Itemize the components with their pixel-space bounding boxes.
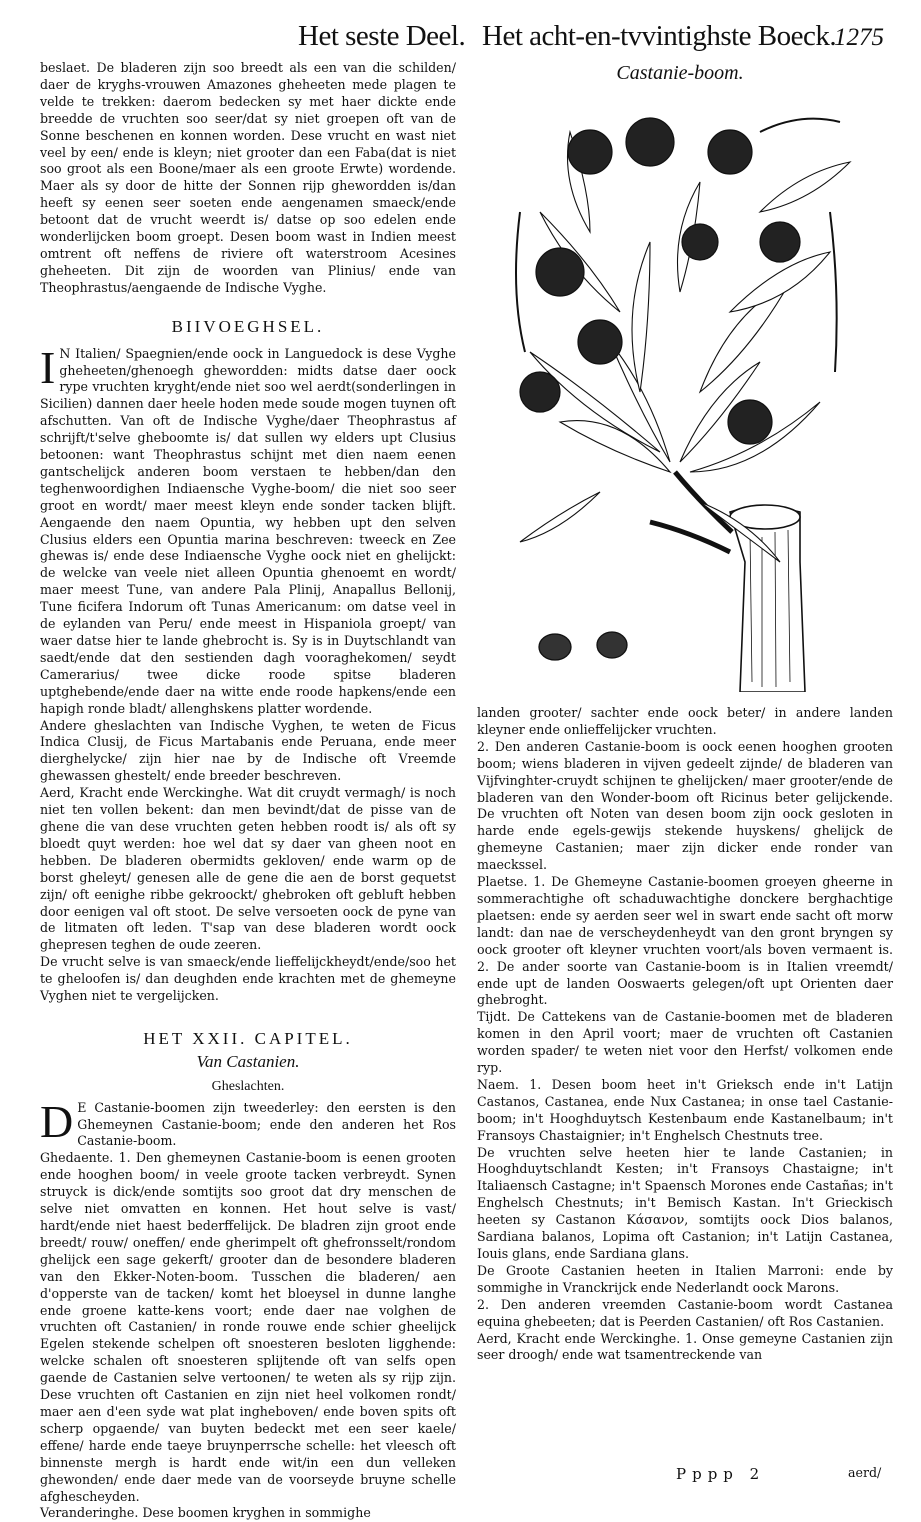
drop-cap-d: D <box>40 1095 74 1147</box>
bijvoeghsel-paragraph <box>40 341 456 718</box>
other-kinds-paragraph: Andere gheslachten van Indische Vyghen, te weten de Ficus Indica Clusij, de Ficus Martabanis ende Peruana, ende meer dierghelycke/ zijn hier nae by de Indische oft Vreemde ghewassen ghestelt/ ende breeder beschreven. <box>40 717 456 784</box>
running-header <box>0 14 921 58</box>
loose-chestnuts <box>539 632 627 660</box>
ros-paragraph: 2. Den anderen vreemden Castanie-boom wordt Castanea equina ghebeeten; dat is Peerden Castanien/ oft Ros Castanien. <box>477 1296 893 1329</box>
drop-cap-i: I <box>40 341 56 393</box>
tijdt-paragraph: Tijdt. De Cattekens van de Castanie-boomen met de bladeren komen in den April voort; maer de vruchten oft Castanien worden spader/ te weten niet voor den Herfst/ volkomen ende ryp. <box>477 1009 893 1076</box>
bijvoeghsel-heading: BIIVOEGHSEL. <box>171 316 325 336</box>
tree-trunk <box>650 472 805 692</box>
right-column <box>477 705 893 1364</box>
geslachten-paragraph <box>40 1095 456 1151</box>
bijvoeghsel-text: N Italien/ Spaegnien/ende oock in Languedock is dese Vyghe gheheeten/ghenoegh ghewordden: midts datse daer oock rype vruchten kryght/ende niet soo wel aerdt(sonderlingen in Sicilien) dannen daer heele hoden mede soude mogen tuynen oft afschutten. Van oft de Indische Vyghe/daer Theophrastus af schrijft/t'selve gheboomte is/ dat sullen wy elders upt Clusius betoonen: want Theophrastus schijnt met dien naem eenen gantschelijck anderen boom verstaen te hebben/dan den teghenwoordighen Indiaensche Vyghe-boom/ die niet soo seer groot en wordt/ maer meest kleyn ende sonder tacken blijft. Aengaende den naem Opuntia, wy hebben upt den selven Clusius elders een Opuntia marina beschreven: tweeck en Zee ghewas is/ ende dese Indiaensche Vyghe oock niet en ghelijckt: de welcke van veele niet alleen Opuntia ghenoemt en wordt/ maer meest Tune, van andere Pala Plinij, Anapallus Bellonij, Tune ficifera Indorum oft Tunas Americanum: om datse veel in de eylanden van Peru/ ende meest in Hispaniola groept/ van waer datse hier te lande ghebrocht is. Sy is in Duytschlandt van saedt/ende dat den sestienden dagh vooraghekomen/ seydt Camerarius/ twee dicke roode spitse bladeren uptghebende/ende daer na witte ende roode hapkens/ende een hapigh ronde bladt/ allenghskens platter wordende. <box>40 345 456 716</box>
catchword: aerd/ <box>848 1465 882 1480</box>
groote-paragraph: De Groote Castanien heeten in Italien Marroni: ende by sommighe in Vranckrijck ende Nederlandt oock Marons. <box>477 1262 893 1295</box>
part-title: Het seste Deel. <box>298 20 466 52</box>
fruit-names-paragraph: De vruchten selve heeten hier te lande Castanien; in Hooghduytschlandt Kesten; in't Fransoys Chastaigne; in't Italiaensch Castagne; in't Spaensch Morones ende Castañas; in't Enghelsch Chestnuts; in't Bemisch Kastan. In't Grieckisch heeten sy Castanon Κάσανον, somtijts oock Dios balanos, Sardiana balanos, Lopima oft Castanion; in't Latijn Castanea, Iouis glans, ende Sardiana glans. <box>477 1144 893 1261</box>
chestnut-tree-woodcut <box>500 92 880 692</box>
ghedaente-paragraph: Ghedaente. 1. Den ghemeynen Castanie-boom is eenen grooten ende hooghen boom/ in veele groote tacken verbreydt. Synen struyck is dick/ende somtijts soo groot dat dry menschen de selve niet omvatten en konnen. Het hout selve is vast/ hardt/ende niet haest bederffelijck. De bladren zijn groot ende breedt/ rouw/ oneffen/ ende gherimpelt oft ghefronsselt/rondom ghelijck een sage gekerft/ grooter dan de besondere bladeren van den Ekker-Noten-boom. Tusschen die bladeren/ aen d'opperste van de tacken/ komt het bloeysel in dunne langhe ende groene katte-kens voort; ende daer nae volghen de vruchten oft Castanien/ in ronde rouwe ende schier gheelijck Egelen stekende schelpen oft snoesteren besloten ligghende: welcke schalen oft snoesteren splijtende oft van selfs open gaende de Castanien selve vertoonen/ te weten als sy rijp zijn. Dese vruchten oft Castanien en zijn niet heel volkomen rondt/ maer aen d'een syde wat plat ingheboven/ ende boven spits oft scherp opgaende/ van buyten bedeckt met een seer kaele/ effene/ harde ende taeye bruynperrsche schelle: het vleesch oft binnenste mergh is hardt ende wit/in een dun velleken ghewonden/ ende daer mede van de voorseyde bruyne schelle afghescheyden. <box>40 1150 456 1504</box>
aerd-paragraph: Aerd, Kracht ende Werckinghe. 1. Onse gemeyne Castanien zijn seer droogh/ ende wat tsamentreckende van <box>477 1330 893 1363</box>
left-column <box>40 60 456 1522</box>
second-tree-paragraph: 2. Den anderen Castanie-boom is oock eenen hooghen grooten boom; wiens bladeren in vijven gedeelt zijnde/ de bladeren van Vijfvinghter-cruydt schijnen te ghelijcken/ maer grooter/ende de bladeren van den Wonder-boom oft Ricinus beter gelijckende. De vruchten oft Noten van desen boom zijn oock gesloten in harde ende egels-gewijs stekende huyskens/ ghelijck de ghemeyne Castanien; maer zijn dicker ende ronder van maeckssel. <box>477 738 893 873</box>
chapter-title: Van Castanien. <box>196 1051 300 1071</box>
figure-title: Castanie-boom. <box>616 62 744 84</box>
continuation-paragraph: landen grooter/ sachter ende oock beter/ in andere landen kleyner ende onlieffelijcker vruchten. <box>477 705 893 737</box>
spiny-chestnut-husks <box>520 118 800 444</box>
leaves <box>520 132 850 562</box>
naem-paragraph: Naem. 1. Desen boom heet in't Grieksch ende in't Latijn Castanos, Castanea, ende Nux Castanea; in onse tael Castanie-boom; in't Hooghduytsch Kestenbaum ende Kastanelbaum; in't Fransoys Chastaignier; in't Enghelsch Chestnuts tree. <box>477 1076 893 1143</box>
chapter-heading: HET XXII. CAPITEL. <box>143 1028 353 1048</box>
aerd-kracht-paragraph: Aerd, Kracht ende Werckinghe. Wat dit cruydt vermagh/ is noch niet ten vollen bekent: dan men bevindt/dat de pisse van de ghene die van dese vruchten geten hebben roodt is/ als oft sy bloedt quyt werden: hoe wel dat sy daer van gheen noot en hebben. De bladeren obermidts gekloven/ ende warm op de borst gheleyt/ genesen alle de gene die aen de borst gequetst zijn/ oft eenighe ribbe gekroockt/ ghebroken oft gebluft hebben door eenigen val oft stoot. De selve versoeten oock de pyne van de litmaten oft leden. T'sap van dese bladeren wordt oock ghepresen teghen de oude zeeren. <box>40 785 456 953</box>
book-title: Het acht-en-tvvintighste Boeck. <box>482 20 837 52</box>
plaetse-paragraph: Plaetse. 1. De Ghemeyne Castanie-boomen groeyen gheerne in sommerachtighe oft schaduwachtighe donckere berghachtige plaetsen: ende sy aerden seer wel in swart ende sacht oft morw landt: dan nae de verscheydenheydt van den gront bryngen sy oock grooter oft kleyner vruchten voort/als boven vermaent is. 2. De ander soorte van Castanie-boom is in Italien vreemdt/ ende upt de landen Ooswaerts gelegen/oft upt Orienten daer ghebroght. <box>477 874 893 1008</box>
vrucht-smaeck-paragraph: De vrucht selve is van smaeck/ende lieffelijckheydt/ende/soo het te gheloofen is/ dan deughden ende krachten met de ghemeyne Vyghen niet te vergelijcken. <box>40 954 456 1004</box>
geslachten-text: E Castanie-boomen zijn tweederley: den eersten is den Ghemeynen Castanie-boom; ende den anderen het Ros Castanie-boom. <box>77 1099 456 1149</box>
geslachten-heading: Gheslachten. <box>211 1078 285 1094</box>
page-number: 1275 <box>834 24 884 51</box>
intro-paragraph: beslaet. De bladeren zijn soo breedt als een van die schilden/ daer de kryghs-vrouwen Amazones gheheeten mede plagen te velde te trekken: daerom bedecken sy met haer dickte ende breedde de vruchten soo seer/dat sy niet groepen oft van de Sonne beschenen en konnen worden. Dese vrucht en wast niet veel by een/ ende is kleyn; niet grooter dan een Faba(dat is niet soo groot als een Boone/maer als een groote Erwte) wordende. Maer als sy door de hitte der Sonnen rijp ghewordden is/dan heeft sy eenen seer soeten ende aengenamen smaeck/ende betoont dat de vrucht weerdt is/ datse op soo edelen ende wonderlijcken boom groept. Desen boom wast in Indien meest omtrent oft neffens de riviere oft waterstroom Acesines gheheeten. Dit zijn de woorden van Plinius/ ende van Theophrastus/aengaende de Indische Vyghe. <box>40 60 456 295</box>
signature-mark: Pppp 2 <box>676 1465 766 1483</box>
veranderinghe-paragraph: Veranderinghe. Dese boomen kryghen in sommighe <box>40 1505 371 1521</box>
